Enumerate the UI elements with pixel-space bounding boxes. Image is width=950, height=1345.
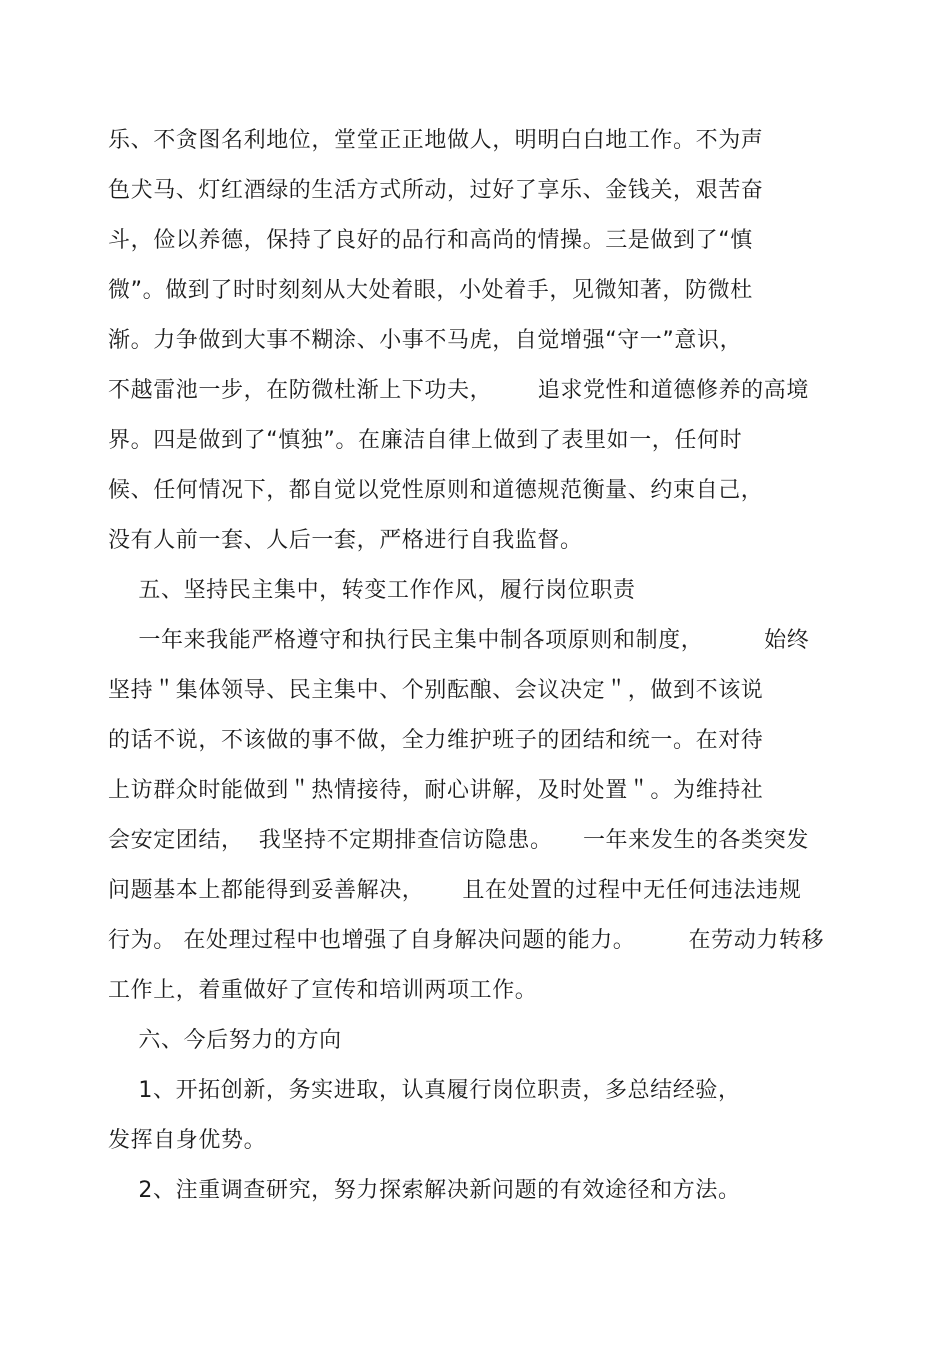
text-line: 斗，俭以养德，保持了良好的品行和高尚的情操。三是做到了“慎: [108, 228, 753, 253]
text-line: 微”。做到了时时刻刻从大处着眼，小处着手，见微知著，防微杜: [108, 278, 753, 303]
text-line: 的话不说，不该做的事不做，全力维护班子的团结和统一。在对待: [108, 728, 764, 753]
text-line: 色犬马、灯红酒绿的生活方式所动，过好了享乐、金钱关，艰苦奋: [108, 178, 764, 203]
text-line: 问题基本上都能得到妥善解决， 且在处置的过程中无任何违法违规: [108, 878, 802, 903]
text-line: 渐。力争做到大事不糊涂、小事不马虎，自觉增强“守一”意识，: [108, 328, 743, 353]
list-item: 1、开拓创新，务实进取，认真履行岗位职责，多总结经验，: [108, 1078, 741, 1103]
text-line: 行为。 在处理过程中也增强了自身解决问题的能力。 在劳动力转移: [108, 928, 825, 953]
text-line: 没有人前一套、人后一套，严格进行自我监督。: [108, 528, 583, 553]
text-line: 候、任何情况下，都自觉以党性原则和道德规范衡量、约束自己，: [108, 478, 764, 503]
text-line: 发挥自身优势。: [108, 1128, 267, 1153]
text-line: 界。四是做到了“慎独”。在廉洁自律上做到了表里如一，任何时: [108, 428, 743, 453]
text-line: 不越雷池一步，在防微杜渐上下功夫， 追求党性和道德修养的高境: [108, 378, 809, 403]
text-line: 会安定团结， 我坚持不定期排查信访隐患。 一年来发生的各类突发: [108, 828, 809, 853]
section-heading: 五、坚持民主集中，转变工作作风，履行岗位职责: [108, 578, 636, 603]
text-line: 工作上，着重做好了宣传和培训两项工作。: [108, 978, 538, 1003]
text-line: 上访群众时能做到＂热情接待，耐心讲解，及时处置＂。为维持社: [108, 778, 764, 803]
text-line: 坚持＂集体领导、民主集中、个别酝酿、会议决定＂，做到不该说: [108, 678, 764, 703]
text-line: 一年来我能严格遵守和执行民主集中制各项原则和制度， 始终: [108, 628, 810, 653]
list-item: 2、注重调查研究，努力探索解决新问题的有效途径和方法。: [108, 1178, 741, 1203]
section-heading: 六、今后努力的方向: [108, 1028, 342, 1053]
text-line: 乐、不贪图名利地位，堂堂正正地做人，明明白白地工作。不为声: [108, 128, 764, 153]
